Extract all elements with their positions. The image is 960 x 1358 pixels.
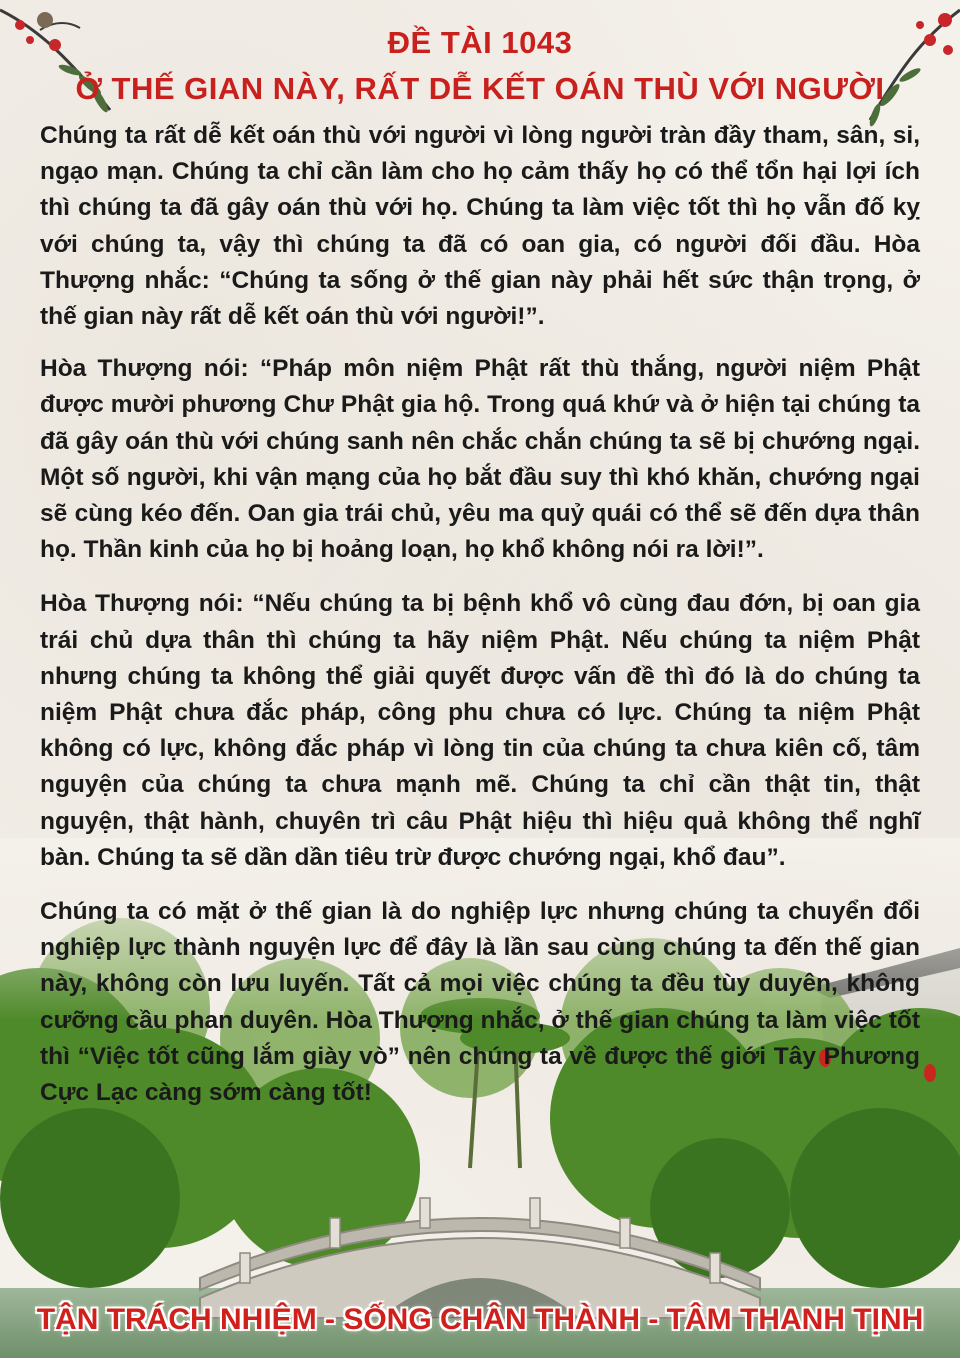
paragraph-2: Hòa Thượng nói: “Pháp môn niệm Phật rất thù thắng, người niệm Phật được mười phương Chư Phật gia hộ. Trong quá khứ và ở hiện tại chúng ta đã gây oán thù với chúng sanh nên chắc chắn chúng ta sẽ bị chướng ngại. Một số người, khi vận mạng của họ bắt đầu suy thì khó khăn, chướng ngại sẽ cùng kéo đến. Oan gia trái chủ, yêu ma quỷ quái có thể sẽ đến dựa thân họ. Thần kinh của họ bị hoảng loạn, họ khổ không nói ra lời!”.	[40, 355, 920, 564]
paragraph-4: Chúng ta có mặt ở thế gian là do nghiệp lực nhưng chúng ta chuyển đổi nghiệp lực thành nguyện lực để đây là lần sau cùng chúng ta đến thế gian này, không còn lưu luyến. Tất cả mọi việc chúng ta đều tùy duyên, không cưỡng cầu phan duyên. Hòa Thượng nhắc, ở thế gian chúng ta làm việc tốt thì “Việc tốt cũng lắm giày vò” nên chúng ta về được thế giới Tây Phương Cực Lạc càng sớm càng tốt!	[40, 898, 920, 1107]
header	[0, 20, 960, 112]
paragraph-3: Hòa Thượng nói: “Nếu chúng ta bị bệnh khổ vô cùng đau đớn, bị oan gia trái chủ dựa thân thì chúng ta hãy niệm Phật. Nếu chúng ta niệm Phật nhưng chúng ta không thể giải quyết được vấn đề thì đó là do chúng ta niệm Phật chưa đắc pháp, công phu chưa có lực. Chúng ta niệm Phật không có lực, không đắc pháp vì lòng tin của chúng ta chưa kiên cố, tâm nguyện của chúng ta chưa mạnh mẽ. Chúng ta chỉ cần thật tin, thật nguyện, thật hành, chuyên trì câu Phật hiệu thì hiệu quả không thể nghĩ bàn. Chúng ta sẽ dần dần tiêu trừ được chướng ngại, khổ đau”.	[40, 590, 920, 871]
topic-number: ĐỀ TÀI 1043	[387, 25, 573, 60]
footer-motto: TẬN TRÁCH NHIỆM - SỐNG CHÂN THÀNH - TÂM THANH TỊNH	[36, 1303, 924, 1336]
paragraph-1: Chúng ta rất dễ kết oán thù với người vì lòng người tràn đầy tham, sân, si, ngạo mạn. Chúng ta chỉ cần làm cho họ cảm thấy họ có thể tổn hại lợi ích thì chúng ta đã gây oán thù với họ. Chúng ta làm việc tốt thì họ vẫn đố kỵ với chúng ta, vậy thì chúng ta đã có oan gia, có người đối đầu. Hòa Thượng nhắc: “Chúng ta sống ở thế gian này phải hết sức thận trọng, ở thế gian này rất dễ kết oán thù với người!”.	[40, 122, 920, 331]
article-body	[40, 118, 920, 1129]
page-title: Ở THẾ GIAN NÀY, RẤT DỄ KẾT OÁN THÙ VỚI NGƯỜI	[75, 71, 885, 106]
